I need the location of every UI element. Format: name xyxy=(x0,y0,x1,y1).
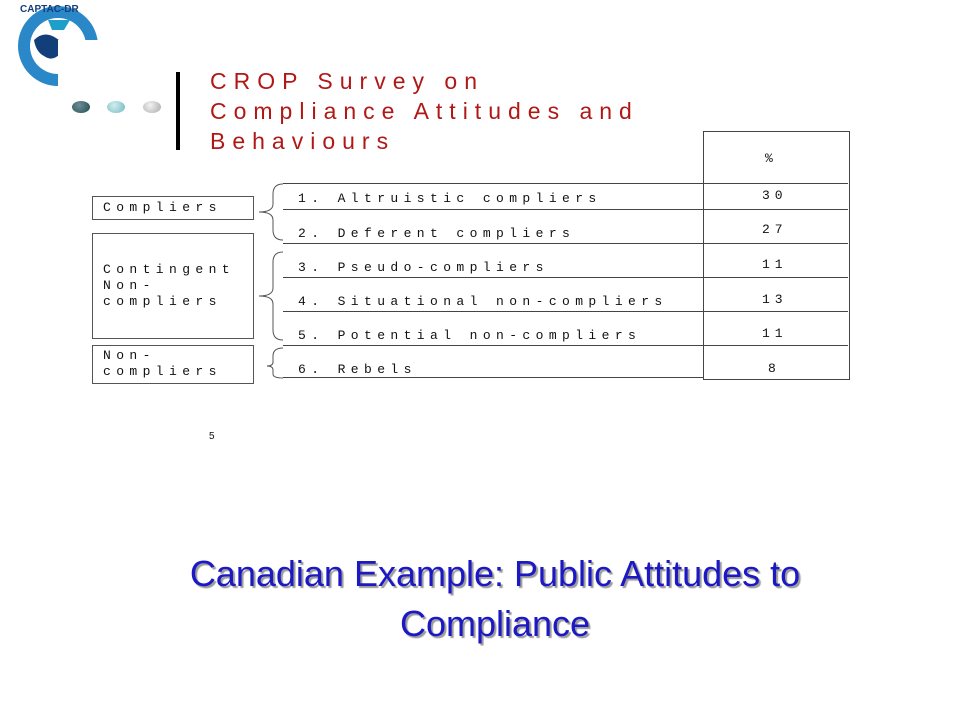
row-divider xyxy=(283,345,848,346)
row-label: 1. Altruistic compliers xyxy=(298,191,602,206)
captac-logo xyxy=(0,0,118,100)
row-label: 3. Pseudo-compliers xyxy=(298,260,549,275)
caption-line-2: Compliance xyxy=(399,603,591,644)
row-divider xyxy=(283,377,703,378)
row-percent: 11 xyxy=(762,326,788,341)
row-label: 2. Deferent compliers xyxy=(298,226,576,241)
row-divider xyxy=(283,209,848,210)
row-label: 5. Potential non-compliers xyxy=(298,328,642,343)
title-divider xyxy=(176,72,180,150)
group-label-contingent: Contingent Non- compliers xyxy=(103,262,236,309)
row-percent: 30 xyxy=(762,188,788,203)
svg-text:CAPTAC-DR: CAPTAC-DR xyxy=(20,4,79,15)
row-divider xyxy=(283,243,848,244)
row-divider xyxy=(283,183,848,184)
slide-title-line-1: CROP Survey on xyxy=(210,68,484,94)
caption-line-1: Canadian Example: Public Attitudes to xyxy=(189,553,801,594)
group-label-noncompliers: Non- compliers xyxy=(103,348,222,379)
row-percent: 27 xyxy=(762,222,788,237)
row-percent: 8 xyxy=(768,361,781,376)
bullet-dot-light xyxy=(107,101,125,113)
row-label: 6. Rebels xyxy=(298,362,417,377)
bullet-dot-grey xyxy=(143,101,161,113)
percent-column xyxy=(703,131,850,380)
row-label: 4. Situational non-compliers xyxy=(298,294,668,309)
row-percent: 11 xyxy=(762,257,788,272)
bullet-dot-dark xyxy=(72,101,90,113)
slide-title-line-2: Compliance Attitudes and xyxy=(210,98,639,124)
slide-title-line-3: Behaviours xyxy=(210,128,396,154)
row-percent: 13 xyxy=(762,292,788,307)
group-box-compliers xyxy=(92,196,254,220)
percent-header: % xyxy=(765,151,778,166)
group-label-compliers: Compliers xyxy=(103,200,222,215)
row-divider xyxy=(283,311,848,312)
row-divider xyxy=(283,277,848,278)
brace-lines xyxy=(255,180,285,380)
slide-number: 5 xyxy=(209,431,215,442)
group-box-noncompliers xyxy=(92,345,254,384)
group-box-contingent xyxy=(92,233,254,339)
